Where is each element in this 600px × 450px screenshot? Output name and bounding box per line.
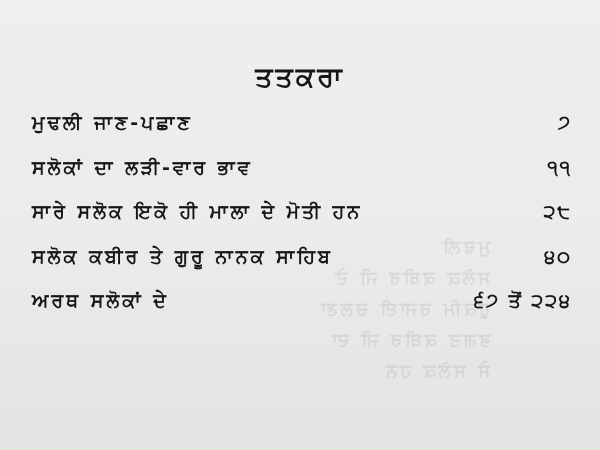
toc-entry-page: ੬੭ ਤੋਂ ੨੨੪ [474, 290, 572, 312]
toc-entry-page: ੨੮ [543, 201, 572, 223]
toc-entry-page: ੧੧ [547, 156, 572, 179]
toc-entry-title: ਮੁਢਲੀ ਜਾਣ-ਪਛਾਣ [32, 112, 193, 134]
show-through-text: ਮੁਢਲੀ ਸਲੋਕ ਕਬੀਰ ਜੀ ਦੇ ਹੁਕਮਿ ਰਜਾਈ ਚਲਣਾ ਭਗਤ ਕਬੀਰ ਜੀ ਦਾ ਸੇ ਸਲੋਕ ਹਨ [317, 237, 490, 382]
page-title: ਤਤਕਰਾ [255, 62, 345, 93]
toc-entry-title: ਸਲੋਕਾਂ ਦਾ ਲੜੀ-ਵਾਰ ਭਾਵ [32, 156, 253, 179]
toc-entry-meanings-of-saloks[interactable] [32, 290, 572, 335]
toc-entry-introduction[interactable] [32, 112, 572, 157]
toc-entry-serial-meaning[interactable] [32, 157, 572, 202]
toc-entry-page: ੭ [557, 112, 572, 134]
toc-entry-title: ਸਾਰੇ ਸਲੋਕ ਇਕੋ ਹੀ ਮਾਲਾ ਦੇ ਮੋਤੀ ਹਨ [32, 201, 363, 223]
toc-entry-title: ਸਲੋਕ ਕਬੀਰ ਤੇ ਗੁਰੂ ਨਾਨਕ ਸਾਹਿਬ [32, 245, 333, 268]
table-of-contents [32, 112, 572, 335]
toc-entry-pearls-of-one-garland[interactable] [32, 201, 572, 246]
toc-entry-title: ਅਰਥ ਸਲੋਕਾਂ ਦੇ [32, 290, 169, 312]
toc-entry-page: ੪੦ [544, 245, 572, 268]
toc-entry-kabir-and-guru-nanak[interactable] [32, 246, 572, 291]
